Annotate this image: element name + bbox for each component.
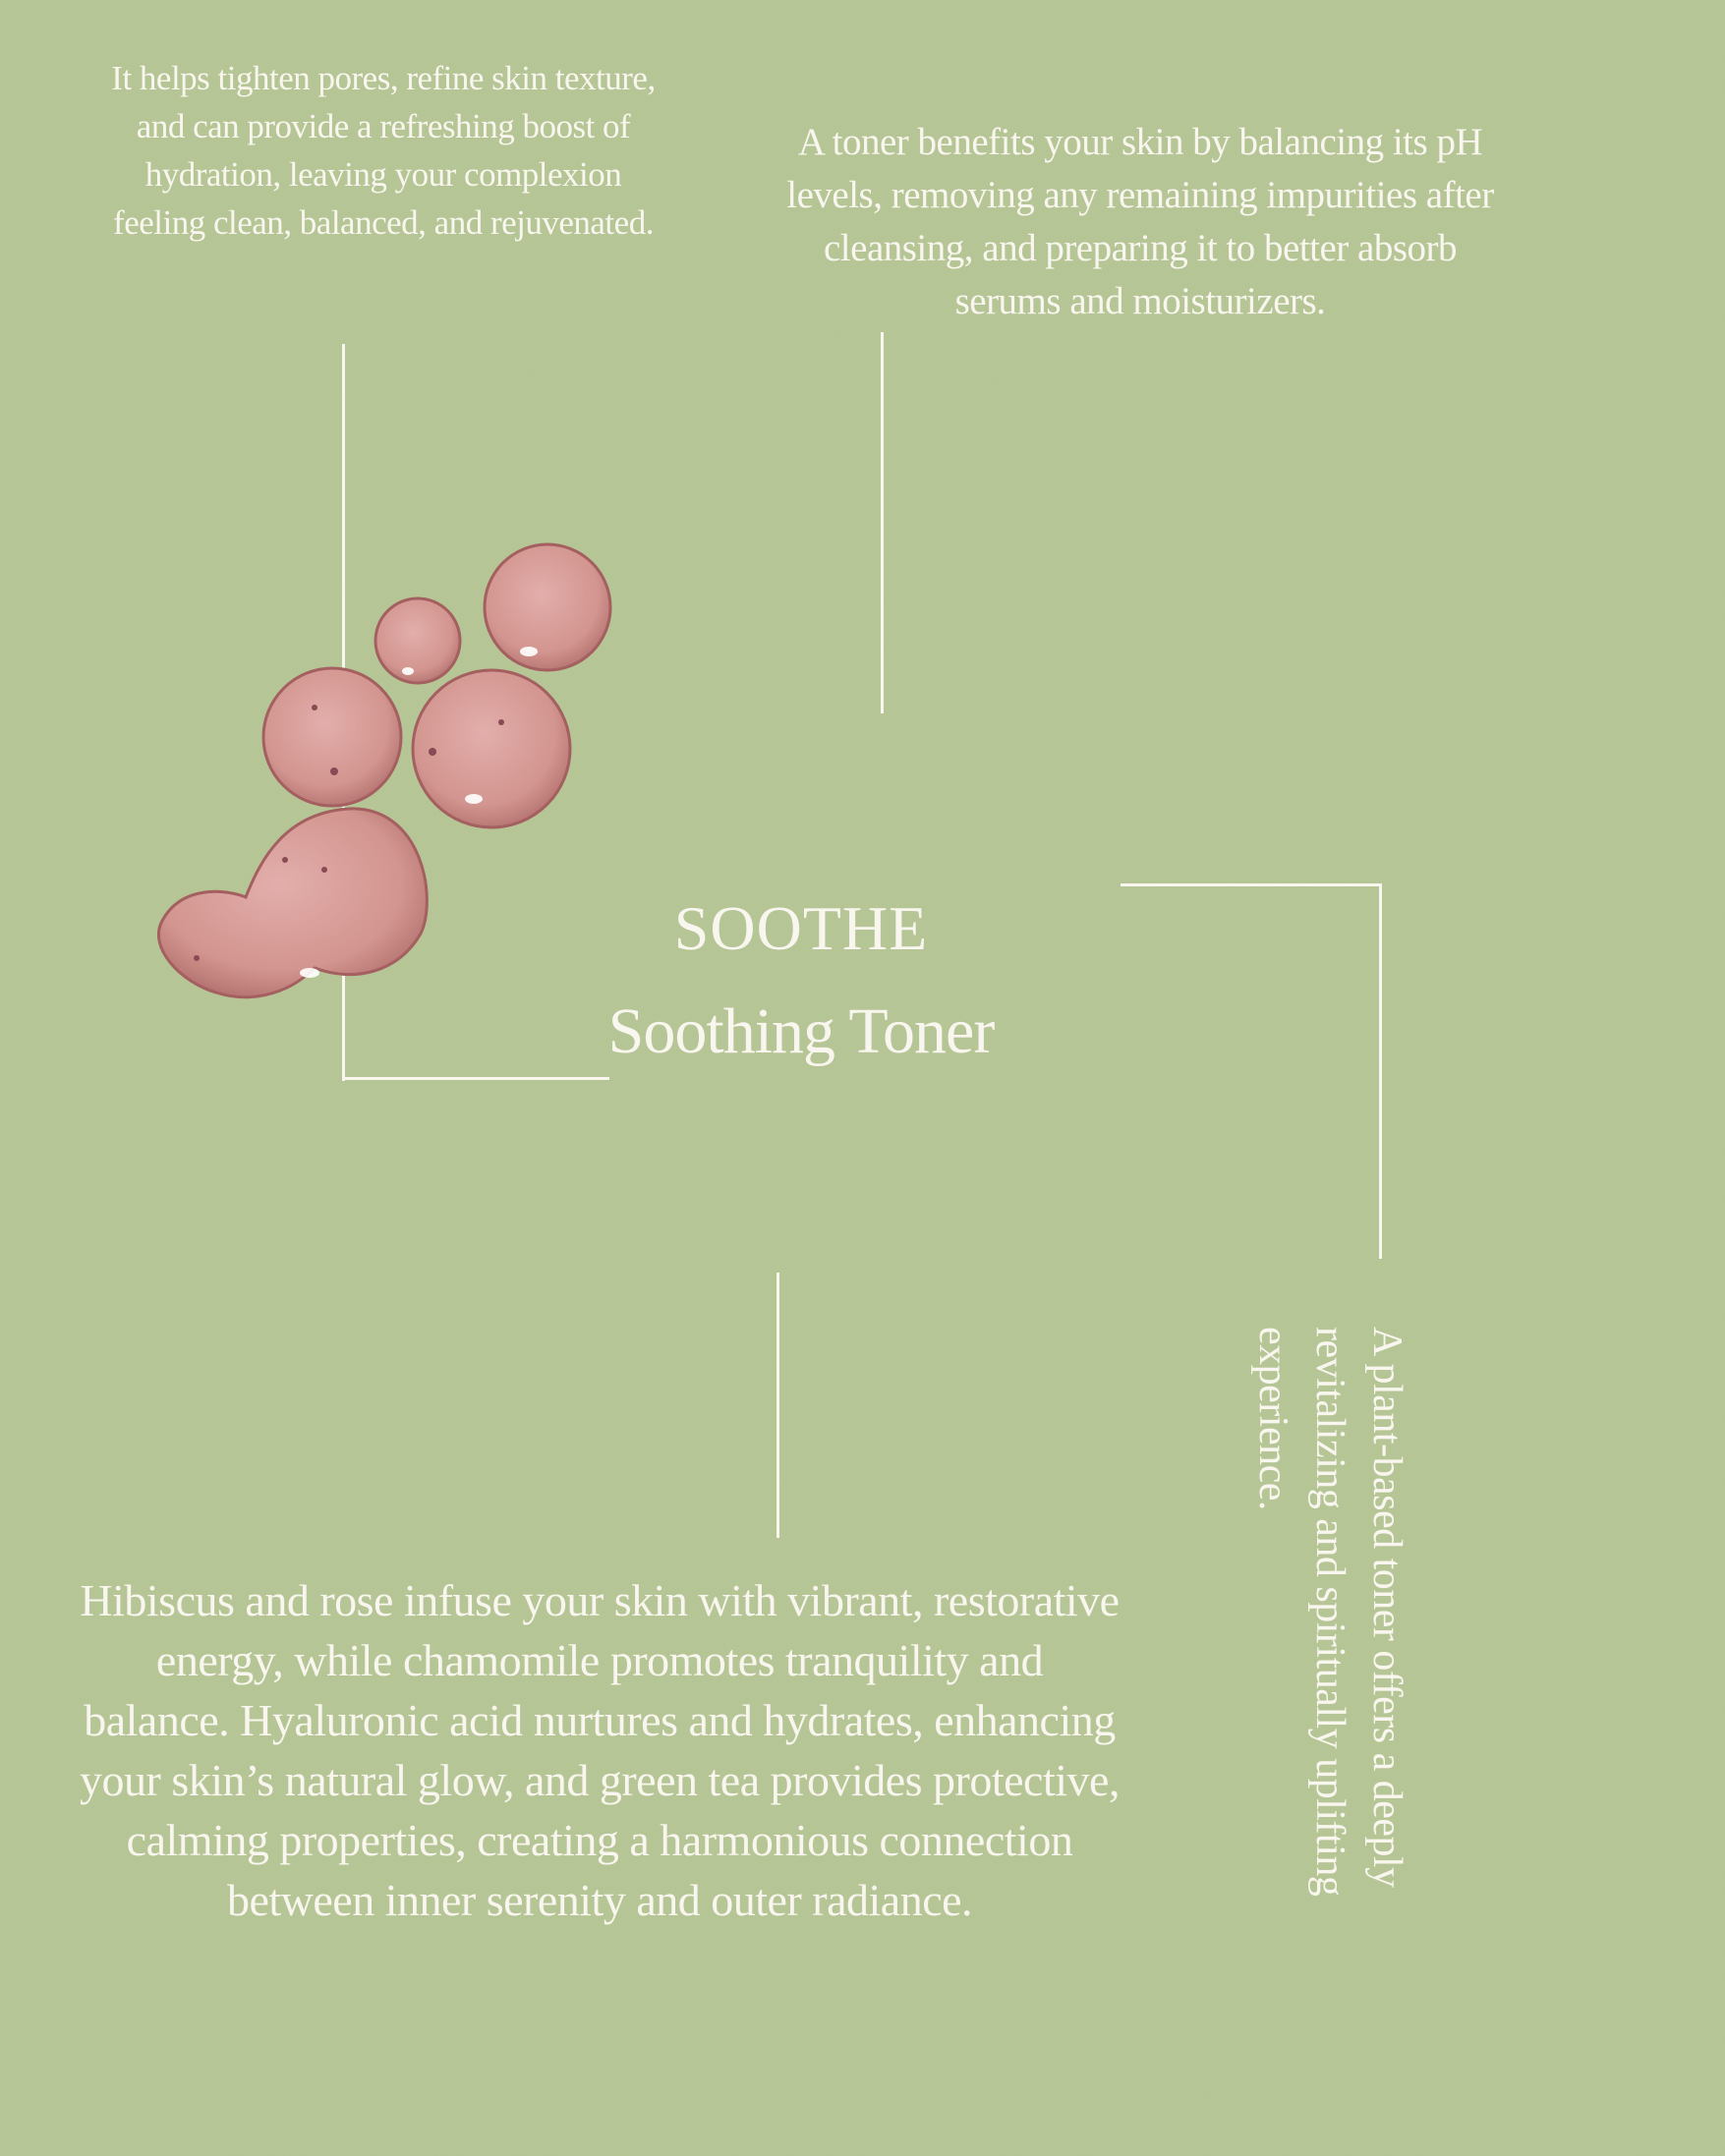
plant-based-vertical-text: A plant-based toner offers a deeply revitalizing and spiritually uplifting experience. [1250,1327,1409,1897]
ingredients-text: Hibiscus and rose infuse your skin with vibrant, restorative energy, while chamomile promotes tranquility and balance. Hyaluronic acid nurtures and hydrates, enhancing your skin’s natural glow, and green tea provides protective, calming properties, creating a harmonious connection between inner serenity and outer radiance. [80,1575,1120,1925]
product-name: Soothing Toner [607,995,995,1067]
divider-line-bottom-vertical [776,1273,779,1538]
divider-line-right-horizontal [1121,883,1382,886]
pores-benefit-text: It helps tighten pores, refine skin texture, and can provide a refreshing boost of hydration, leaving your complexion feeling clean, balanced, and rejuvenated. [111,59,656,242]
droplet-tiny [375,598,460,683]
droplet-medium-right [413,670,570,827]
ph-benefit-text: A toner benefits your skin by balancing its pH levels, removing any remaining impurities after cleansing, and preparing it to better absorb serums and moisturizers. [786,121,1494,322]
droplet-medium-left [263,668,401,806]
droplet-small-top [485,544,610,670]
divider-line-top-vertical [881,332,884,713]
brand-name: SOOTHE [673,893,929,963]
toner-droplets-illustration [138,536,629,1047]
divider-line-right-vertical [1379,883,1382,1259]
divider-line-left-horizontal [342,1077,609,1080]
droplet-large-merged [158,809,427,997]
